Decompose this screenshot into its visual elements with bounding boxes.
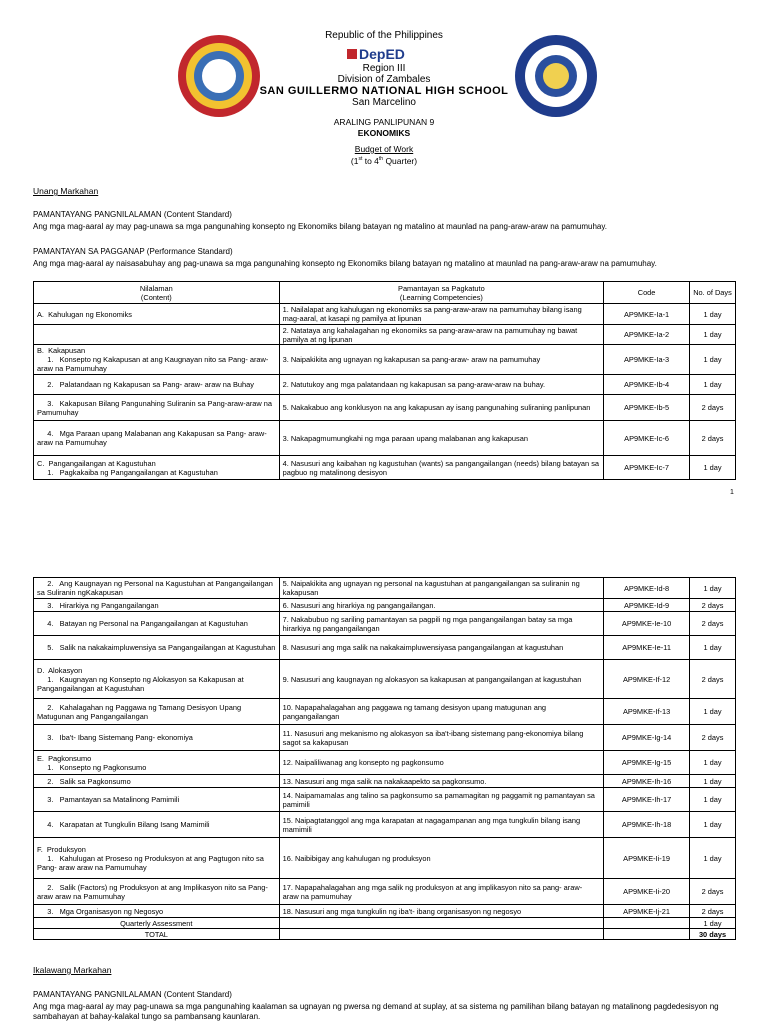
code-cell: AP9MKE-Ih-16 [604,775,690,788]
total-label: TOTAL [34,929,280,940]
days-cell: 2 days [690,905,736,918]
code-cell: AP9MKE-Ih-18 [604,812,690,838]
days-cell: 1 day [690,304,736,325]
content-cell: D. Alokasyon 1. Kaugnayan ng Konsepto ng Alokasyon sa Kakapusan at Pangangailangan at Kagustuhan [34,660,280,699]
table-row [34,775,736,788]
code-cell: AP9MKE-Ij-21 [604,905,690,918]
content-cell: 3. Pamantayan sa Matalinong Pamimili [34,788,280,812]
code-cell: AP9MKE-Ii-20 [604,879,690,905]
days-cell: 2 days [690,395,736,421]
content-cell: 3. Iba't- Ibang Sistemang Pang- ekonomiya [34,725,280,751]
content-cell: C. Pangangailangan at Kagustuhan 1. Pagkakaiba ng Pangangailangan at Kagustuhan [34,456,280,480]
table-row [34,660,736,699]
table-row [34,304,736,325]
code-cell: AP9MKE-Ia-3 [604,345,690,375]
table-row [34,725,736,751]
subject-subtitle: EKONOMIKS [357,128,411,138]
competency-cell: 17. Napapahalagahan ang mga salik ng produksyon at ang implikasyon nito sa pang- araw- araw na pamumuhay [279,879,603,905]
subject-title: ARALING PANLIPUNAN 9 [333,117,435,127]
competency-cell: 15. Naipagtatanggol ang mga karapatan at nagagampanan ang mga tungkulin bilang isang mamimili [279,812,603,838]
doc-title: Budget of Work [354,144,414,154]
content-cell: 4. Mga Paraan upang Malabanan ang Kakapusan sa Pang- araw- araw na Pamumuhay [34,421,280,456]
q2-cs-text: Ang mga mag-aaral ay may pag-unawa sa mga pangunahing kaalaman sa ugnayan ng pwersa ng demand at suplay, at sa sistema ng pamilihan bilang batayan ng matalinong pagdedesisyon ng sambahayan at bahay-kalakal tungo sa pambansang kaunlaran. [33,1002,719,1021]
competency-cell: 10. Napapahalagahan ang paggawa ng tamang desisyon upang matugunan ang pangangailangan [279,699,603,725]
competency-cell: 5. Naipakikita ang ugnayan ng personal na kagustuhan at pangangailangan sa suliranin ng kakapusan [279,578,603,599]
days-cell: 2 days [690,879,736,905]
header-content: Nilalaman (Content) [34,282,280,304]
competency-cell: 1. Nailalapat ang kahulugan ng ekonomiks sa pang-araw-araw na pamumuhay bilang isang mag-aaral, at kasapi ng pamilya at lipunan [279,304,604,325]
header-days: No. of Days [690,282,736,304]
code-cell: AP9MKE-Ig-14 [604,725,690,751]
code-cell: AP9MKE-Ia-2 [604,325,690,345]
content-cell: 2. Salik (Factors) ng Produksyon at ang Implikasyon nito sa Pang- araw araw na Pamumuhay [34,879,280,905]
table-row [34,345,736,375]
content-cell: 4. Karapatan at Tungkulin Bilang Isang Mamimili [34,812,280,838]
q1-cs-label: PAMANTAYANG PANGNILALAMAN (Content Standard) [33,210,232,219]
days-cell: 1 day [690,456,736,480]
code-cell: AP9MKE-Ii-19 [604,838,690,879]
code-cell: AP9MKE-Ie-11 [604,636,690,660]
table-row [34,599,736,612]
days-cell: 2 days [690,660,736,699]
table-row [34,395,736,421]
competency-cell: 2. Natataya ang kahalagahan ng ekonomiks sa pang-araw-araw na pamumuhay ng bawat pamilya at ng lipunan [279,325,604,345]
competency-cell: 6. Nasusuri ang hirarkiya ng pangangailangan. [279,599,603,612]
days-cell: 2 days [690,612,736,636]
q2-heading: Ikalawang Markahan [33,965,112,975]
content-cell: B. Kakapusan 1. Konsepto ng Kakapusan at ang Kaugnayan nito sa Pang- araw- araw na Pamumuhay [34,345,280,375]
competency-cell: 14. Naipamamalas ang talino sa pagkonsumo sa pamamagitan ng paggamit ng pamantayan sa pamimili [279,788,603,812]
qa-days: 1 day [690,918,736,929]
deped-logo [347,46,421,62]
content-cell: 3. Kakapusan Bilang Pangunahing Suliranin sa Pang-araw-araw na Pamumuhay [34,395,280,421]
days-cell: 1 day [690,325,736,345]
days-cell: 1 day [690,578,736,599]
page-number: 1 [730,489,734,496]
code-cell: AP9MKE-Ig-15 [604,751,690,775]
code-cell: AP9MKE-Id-9 [604,599,690,612]
republic-text: Republic of the Philippines [325,30,443,41]
competency-cell: 16. Naibibigay ang kahulugan ng produksyon [279,838,603,879]
code-cell: AP9MKE-Ic-6 [604,421,690,456]
q1-ps-label: PAMANTAYAN SA PAGGANAP (Performance Standard) [33,247,233,256]
competency-cell: 5. Nakakabuo ang konklusyon na ang kakapusan ay isang pangunahing suliraning panlipunan [279,395,604,421]
table-row [34,838,736,879]
code-cell: AP9MKE-Ic-7 [604,456,690,480]
code-cell: AP9MKE-Ie-10 [604,612,690,636]
content-cell: A. Kahulugan ng Ekonomiks [34,304,280,325]
budget-table-1 [33,281,736,480]
days-cell: 1 day [690,788,736,812]
code-cell: AP9MKE-If-12 [604,660,690,699]
table-row [34,325,736,345]
quarterly-assessment-row [34,918,736,929]
table-row [34,612,736,636]
competency-cell: 12. Naipaliliwanag ang konsepto ng pagkonsumo [279,751,603,775]
division-text: Division of Zambales [337,74,431,85]
competency-cell: 3. Nakapagmumungkahi ng mga paraan upang malabanan ang kakapusan [279,421,604,456]
code-cell: AP9MKE-If-13 [604,699,690,725]
content-cell: 4. Batayan ng Personal na Pangangailangan at Kagustuhan [34,612,280,636]
code-cell: AP9MKE-Ih-17 [604,788,690,812]
content-cell: 2. Kahalagahan ng Paggawa ng Tamang Desisyon Upang Matugunan ang Pangangailangan [34,699,280,725]
code-cell: AP9MKE-Ia-1 [604,304,690,325]
header-lc: Pamantayan sa Pagkatuto (Learning Competencies) [279,282,604,304]
q2-cs-label: PAMANTAYANG PANGNILALAMAN (Content Standard) [33,990,232,999]
table-row [34,879,736,905]
days-cell: 1 day [690,699,736,725]
table-row [34,456,736,480]
content-cell: 3. Mga Organisasyon ng Negosyo [34,905,280,918]
town-text: San Marcelino [352,97,416,108]
competency-cell: 18. Nasusuri ang mga tungkulin ng iba't- ibang organisasyon ng negosyo [279,905,603,918]
school-name: SAN GUILLERMO NATIONAL HIGH SCHOOL [259,85,509,97]
table-row [34,375,736,395]
days-cell: 1 day [690,838,736,879]
days-cell: 1 day [690,375,736,395]
content-cell: 3. Hirarkiya ng Pangangailangan [34,599,280,612]
days-cell: 2 days [690,421,736,456]
table-row [34,421,736,456]
days-cell: 1 day [690,751,736,775]
content-cell: F. Produksyon 1. Kahulugan at Proseso ng Produksyon at ang Pagtugon nito sa Pang- araw araw na Pamumuhay [34,838,280,879]
qa-label: Quarterly Assessment [34,918,280,929]
table-row [34,699,736,725]
q1-cs-text: Ang mga mag-aaral ay may pag-unawa sa mga pangunahing konsepto ng Ekonomiks bilang batayan ng matalino at maunlad na pang-araw-araw na pamumuhay. [33,222,607,231]
competency-cell: 8. Nasusuri ang mga salik na nakakaimpluwensiyasa pangangailangan at kagustuhan [279,636,603,660]
table-header-row [34,282,736,304]
q1-heading: Unang Markahan [33,186,99,196]
days-cell: 1 day [690,775,736,788]
budget-table-2 [33,577,736,940]
quarter-range: (1st to 4th Quarter) [350,156,418,166]
content-cell: 5. Salik na nakakaimpluwensiya sa Pangangailangan at Kagustuhan [34,636,280,660]
competency-cell: 3. Naipakikita ang ugnayan ng kakapusan sa pang-araw- araw na pamumuhay [279,345,604,375]
days-cell: 2 days [690,599,736,612]
total-row [34,929,736,940]
q1-ps-text: Ang mga mag-aaral ay naisasabuhay ang pag-unawa sa mga pangunahing konsepto ng Ekonomiks bilang batayan ng matalino at maunlad na pang-araw-araw na pamumuhay. [33,259,657,268]
competency-cell: 4. Nasusuri ang kaibahan ng kagustuhan (wants) sa pangangailangan (needs) bilang batayan sa pagbuo ng matalinong desisyon [279,456,604,480]
total-days: 30 days [690,929,736,940]
region-text: Region III [362,63,406,74]
table-row [34,788,736,812]
code-cell: AP9MKE-Id-8 [604,578,690,599]
svg-text:DepED: DepED [359,46,405,62]
competency-cell: 11. Nasusuri ang mekanismo ng alokasyon sa iba't-ibang sistemang pang-ekonomiya bilang sagot sa kakapusan [279,725,603,751]
competency-cell: 13. Nasusuri ang mga salik na nakakaapekto sa pagkonsumo. [279,775,603,788]
competency-cell: 7. Nakabubuo ng sariling pamantayan sa pagpili ng mga pangangailangan batay sa mga hirarkiya ng pangangailangan [279,612,603,636]
content-cell: 2. Salik sa Pagkonsumo [34,775,280,788]
header-code: Code [604,282,690,304]
competency-cell: 2. Natutukoy ang mga palatandaan ng kakapusan sa pang-araw-araw na buhay. [279,375,604,395]
days-cell: 1 day [690,812,736,838]
content-cell [34,325,280,345]
content-cell: 2. Palatandaan ng Kakapusan sa Pang- araw- araw na Buhay [34,375,280,395]
table-row [34,578,736,599]
table-row [34,636,736,660]
code-cell: AP9MKE-Ib-4 [604,375,690,395]
table-row [34,905,736,918]
competency-cell: 9. Nasusuri ang kaugnayan ng alokasyon sa kakapusan at pangangailangan at kagustuhan [279,660,603,699]
code-cell: AP9MKE-Ib-5 [604,395,690,421]
days-cell: 1 day [690,636,736,660]
content-cell: E. Pagkonsumo 1. Konsepto ng Pagkonsumo [34,751,280,775]
days-cell: 2 days [690,725,736,751]
table-row [34,812,736,838]
table-row [34,751,736,775]
days-cell: 1 day [690,345,736,375]
content-cell: 2. Ang Kaugnayan ng Personal na Kagustuhan at Pangangailangan sa Suliranin ngKakapusan [34,578,280,599]
